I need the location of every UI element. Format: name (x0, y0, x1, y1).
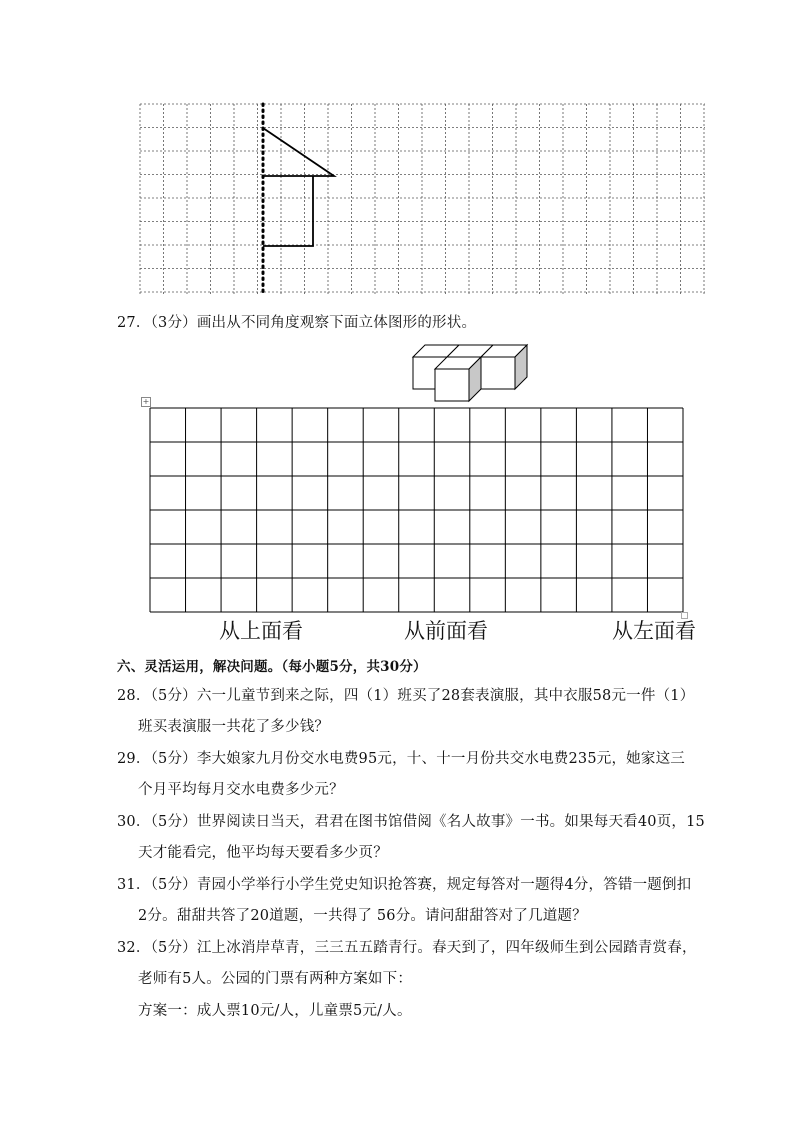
question-score: （3分） (150, 315, 197, 331)
view-label-left: 从左面看 (612, 619, 696, 643)
question-number: 27． (117, 315, 151, 331)
question-score: （5分） (150, 688, 197, 704)
question-score: （5分） (150, 751, 197, 767)
question-score: （5分） (150, 940, 197, 956)
question-text: 世界阅读日当天，君君在图书馆借阅《名人故事》一书。如果每天看40页，15 (196, 814, 705, 830)
view-label-top: 从上面看 (219, 619, 303, 643)
question-text: 江上冰消岸草青，三三五五踏青行。春天到了，四年级师生到公园踏青赏春， (196, 940, 697, 956)
section-6-heading: 六、灵活运用，解决问题。（每小题5分，共30分） (117, 659, 427, 675)
view-label-front: 从前面看 (404, 619, 488, 643)
question-31-line-1 (117, 873, 691, 894)
question-30-line-1 (117, 810, 705, 831)
question-score: （5分） (150, 877, 197, 893)
question-32-line-2: 老师有5人。公园的门票有两种方案如下： (138, 971, 413, 987)
question-32-line-1 (117, 936, 697, 957)
question-text: 青园小学举行小学生党史知识抢答赛，规定每答对一题得4分，答错一题倒扣 (196, 877, 692, 893)
question-text: 六一儿童节到来之际，四（1）班买了28套表演服，其中衣服58元一件（1） (196, 688, 695, 704)
question-score: （5分） (150, 814, 197, 830)
question-31-line-2: 2分。甜甜共答了20道题，一共得了 56分。请问甜甜答对了几道题？ (138, 908, 587, 924)
question-28-line-1 (117, 684, 694, 705)
table-move-handle-icon[interactable]: + (142, 397, 150, 406)
question-30-line-2: 天才能看完，他平均每天要看多少页？ (138, 845, 388, 861)
question-number: 30． (117, 814, 151, 830)
question-number: 28． (117, 688, 151, 704)
question-text: 画出从不同角度观察下面立体图形的形状。 (196, 315, 477, 331)
question-number: 31． (117, 877, 151, 893)
question-number: 32． (117, 940, 151, 956)
question-32-line-3: 方案一：成人票10元/人，儿童票5元/人。 (138, 1003, 412, 1019)
question-29-line-2: 个月平均每月交水电费多少元？ (138, 782, 344, 798)
question-text: 李大娘家九月份交水电费95元，十、十一月份共交水电费235元，她家这三 (196, 751, 685, 767)
question-28-line-2: 班买表演服一共花了多少钱？ (138, 719, 330, 735)
question-29-line-1 (117, 747, 685, 768)
question-number: 29． (117, 751, 151, 767)
